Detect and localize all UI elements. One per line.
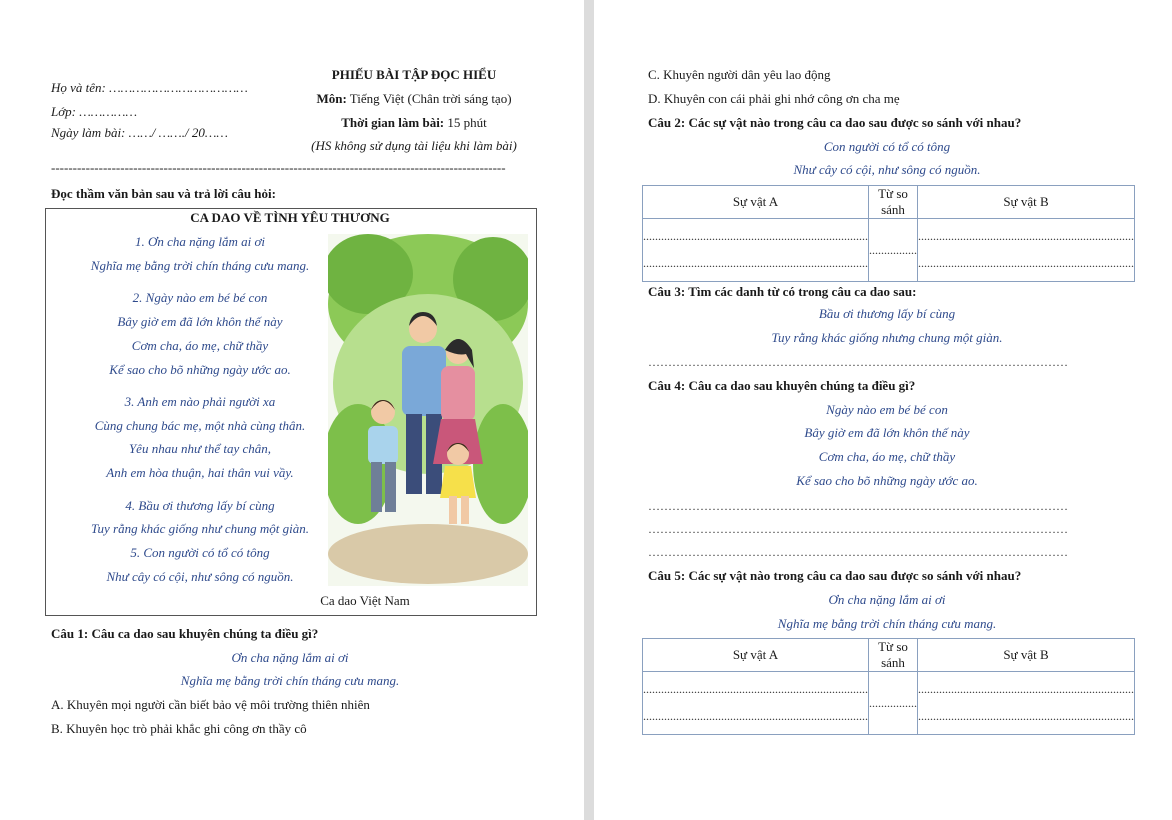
q4-quote-line: Ngày nào em bé bé con: [826, 402, 948, 417]
fill-line: ................: [869, 695, 917, 710]
poem-line: 3. Anh em nào phải người xa: [124, 394, 276, 409]
q4-quote-line: Kể sao cho bõ những ngày ước ao.: [796, 473, 978, 488]
q2-quote-line: Con người có tổ có tông: [823, 139, 951, 154]
q3-answer-line[interactable]: ……………………………………………………………………………………………: [648, 355, 1068, 369]
q2-header-compare: Từ so sánh: [869, 186, 918, 219]
subject-label: Môn:: [316, 91, 347, 106]
poem-title: CA DAO VỀ TÌNH YÊU THƯƠNG: [190, 210, 390, 225]
q4-answer-line[interactable]: ……………………………………………………………………………………………: [648, 499, 1068, 513]
fill-line: ...........................................................................: [643, 709, 868, 723]
q1-option-b[interactable]: B. Khuyên học trò phải khắc ghi công ơn thầy cô: [51, 721, 307, 736]
right-page: [594, 0, 1172, 820]
q5-answer-compare[interactable]: [869, 672, 918, 735]
poem-line: Tuy rằng khác giống như chung một giàn.: [91, 521, 309, 536]
q4-answer-line[interactable]: ……………………………………………………………………………………………: [648, 545, 1068, 559]
question-3: Câu 3: Tìm các danh từ có trong câu ca dao sau:: [648, 284, 917, 299]
family-illustration: [328, 234, 528, 586]
q1-quote-line: Nghĩa mẹ bằng trời chín tháng cưu mang.: [180, 673, 400, 688]
left-page: [0, 0, 584, 820]
q4-quote-line: Bây giờ em đã lớn khôn thế này: [804, 425, 970, 440]
q3-quote-line: Tuy rằng khác giống nhưng chung một giàn.: [771, 330, 1003, 345]
worksheet-note: (HS không sử dụng tài liệu khi làm bài): [311, 138, 517, 153]
time-label: Thời gian làm bài:: [341, 115, 445, 130]
subject-value: Tiếng Việt (Chân trời sáng tạo): [346, 91, 512, 106]
q5-answer-b[interactable]: [918, 672, 1135, 735]
q2-answer-compare[interactable]: [869, 219, 918, 282]
poem-source: Ca dao Việt Nam: [320, 593, 410, 608]
question-4: Câu 4: Câu ca dao sau khuyên chúng ta điều gì?: [648, 378, 916, 393]
q2-answer-b[interactable]: [918, 219, 1135, 282]
fill-line: ................: [869, 242, 917, 257]
q5-header-b: Sự vật B: [918, 639, 1135, 672]
poem-line: Như cây có cội, như sông có nguồn.: [106, 569, 294, 584]
student-name-field[interactable]: Họ và tên: ………………………………: [51, 80, 248, 95]
q4-quote-line: Cơm cha, áo mẹ, chữ thầy: [818, 449, 956, 464]
q2-quote-line: Như cây có cội, như sông có nguồn.: [793, 162, 981, 177]
date-field[interactable]: Ngày làm bài: ……/ ……./ 20……: [51, 125, 228, 140]
class-field[interactable]: Lớp: ……………: [51, 104, 138, 119]
fill-line: ........................................................................: [918, 682, 1134, 696]
q5-header-compare: Từ so sánh: [869, 639, 918, 672]
poem-line: 1. Ơn cha nặng lắm ai ơi: [134, 234, 266, 249]
poem-line: Bây giờ em đã lớn khôn thế này: [117, 314, 283, 329]
question-5: Câu 5: Các sự vật nào trong câu ca dao sau được so sánh với nhau?: [648, 568, 1022, 583]
poem-line: Cùng chung bác mẹ, một nhà cùng thân.: [94, 418, 306, 433]
question-1: Câu 1: Câu ca dao sau khuyên chúng ta điều gì?: [51, 626, 319, 641]
q2-answer-table: [642, 185, 1135, 282]
q2-header-b: Sự vật B: [918, 186, 1135, 219]
q2-answer-a[interactable]: [643, 219, 869, 282]
poem-line: Anh em hòa thuận, hai thân vui vầy.: [106, 465, 294, 480]
poem-line: 4. Bầu ơi thương lấy bí cùng: [125, 498, 275, 513]
q5-header-a: Sự vật A: [643, 639, 869, 672]
subject-line: [300, 91, 528, 107]
fill-line: ...........................................................................: [643, 229, 868, 243]
worksheet-title: PHIẾU BÀI TẬP ĐỌC HIỂU: [331, 67, 497, 82]
fill-line: ........................................................................: [918, 256, 1134, 270]
q5-answer-table: [642, 638, 1135, 735]
poem-line: 2. Ngày nào em bé bé con: [132, 290, 268, 305]
q2-header-a: Sự vật A: [643, 186, 869, 219]
time-line: [300, 115, 528, 131]
q5-quote-line: Nghĩa mẹ bằng trời chín tháng cưu mang.: [777, 616, 997, 631]
fill-line: ...........................................................................: [643, 256, 868, 270]
poem-line: Kể sao cho bõ những ngày ước ao.: [109, 362, 291, 377]
fill-line: ........................................................................: [918, 709, 1134, 723]
q5-quote-line: Ơn cha nặng lắm ai ơi: [828, 592, 946, 607]
reading-instruction: Đọc thầm văn bản sau và trả lời câu hỏi:: [51, 186, 276, 201]
q1-option-d[interactable]: D. Khuyên con cái phải ghi nhớ công ơn cha mẹ: [648, 91, 900, 106]
poem-line: Yêu nhau như thể tay chân,: [128, 441, 272, 456]
fill-line: ...........................................................................: [643, 682, 868, 696]
q5-answer-a[interactable]: [643, 672, 869, 735]
time-value: 15 phút: [444, 115, 487, 130]
poem-line: Cơm cha, áo mẹ, chữ thầy: [131, 338, 269, 353]
q3-quote-line: Bầu ơi thương lấy bí cùng: [818, 306, 956, 321]
q1-quote-line: Ơn cha nặng lắm ai ơi: [231, 650, 349, 665]
q1-option-c[interactable]: C. Khuyên người dân yêu lao động: [648, 67, 831, 82]
poem-line: Nghĩa mẹ bằng trời chín tháng cưu mang.: [90, 258, 310, 273]
question-2: Câu 2: Các sự vật nào trong câu ca dao sau được so sánh với nhau?: [648, 115, 1022, 130]
q4-answer-line[interactable]: ……………………………………………………………………………………………: [648, 522, 1068, 536]
poem-line: 5. Con người có tổ có tông: [130, 545, 270, 560]
header-divider: ---------------------------------------------------------------------------------------------------------: [51, 160, 506, 175]
fill-line: ........................................................................: [918, 229, 1134, 243]
q1-option-a[interactable]: A. Khuyên mọi người cần biết bảo vệ môi trường thiên nhiên: [51, 697, 370, 712]
